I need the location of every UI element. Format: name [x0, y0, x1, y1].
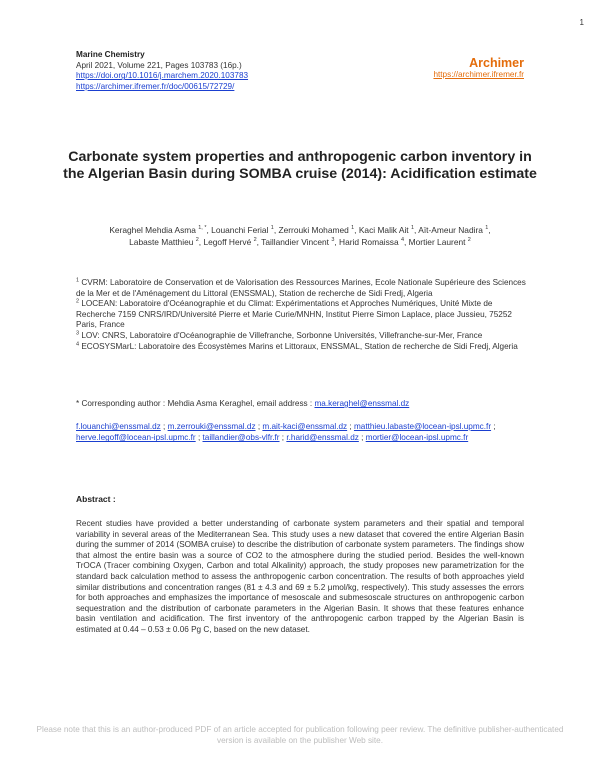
author-name: Labaste Matthieu [129, 237, 196, 248]
affiliation-item [76, 342, 526, 353]
affiliation-number: 1 [76, 277, 80, 284]
coauthor-email-link[interactable]: taillandier@obs-vlfr.fr [202, 433, 280, 443]
affiliations [76, 278, 526, 352]
corresponding-author [76, 399, 536, 410]
archimer-brand: Archimer [469, 56, 524, 70]
author-list: Keraghel Mehdia Asma $^{1, *}$, Louanchi Ferial $^1$, Zerrouki Mohamed $^1$, Kaci Malik Ait $^1$, Aït-Ameur Nadira $^1$, Labaste Matthieu $^2$, Legoff Hervé $^2$, Taillandier Vincent $^3$, Harid Romaissa $^4$, Mortier Laurent $^2$ [109, 225, 491, 248]
coauthor-email-link[interactable]: mortier@locean-ipsl.upmc.fr [365, 433, 469, 443]
author-name: Legoff Hervé [203, 237, 254, 248]
affiliation-number: 3 [76, 330, 80, 337]
coauthor-emails: f.louanchi@enssmal.dz ; m.zerrouki@enssmal.dz ; m.ait-kaci@enssmal.dz ; matthieu.labaste@locean-ipsl.upmc.fr ; herve.legoff@locean-ipsl.upmc.fr ; taillandier@obs-vlfr.fr ; r.harid@enssmal.dz ; mortier@locean-ipsl.upmc.fr [76, 422, 496, 443]
abstract-text: Recent studies have provided a better understanding of carbonate system parameters and their spatial and temporal variability in several areas of the Mediterranean Sea. This study uses a new dataset that covered the entire Algerian Basin during the summer of 2014 (SOMBA cruise) to describe the distribution of carbonate system parameters. The findings show that almost the entire basin was a source of CO2 to the atmosphere during the studied period. Besides the well-known TrOCA (Tracer combining Oxygen, Carbon and total Alkalinity) approach, the study proposes new parametrization for the standard back calculation method to assess the anthropogenic carbon concentration. The results of both approaches yield similar distributions and concentration ranges (81 ± 4.3 and 69 ± 5.2 μmol/kg, respectively). This study assesses the errors for both approaches and emphasizes the importance of mesoscale and submesoscale structures on anthropogenic carbon sequestration and the distribution of carbonate parameters in the Algerian Basin. It shows that these features enhance basin ventilation and acidification. The first inventory of the anthropogenic carbon trapped by the Algerian Basin is estimated at 0.44 – 0.53 ± 0.06 Pg C, based on the new dataset. [76, 519, 524, 634]
author-name: Louanchi Ferial [211, 225, 271, 235]
affiliation-item [76, 278, 526, 299]
affiliation-number: 4 [76, 340, 80, 347]
coauthor-email-link[interactable]: matthieu.labaste@locean-ipsl.upmc.fr [353, 422, 492, 431]
author-affiliation-marker: 2 [253, 237, 257, 244]
author-name: Kaci Malik Ait [358, 225, 411, 235]
journal-name: Marine Chemistry [76, 50, 145, 59]
author-affiliation-marker: 2 [195, 237, 199, 244]
journal-citation [76, 50, 376, 92]
archimer-header [433, 56, 524, 79]
affiliation-text: ECOSYSMarL: Laboratoire des Écosystèmes Marins et Littoraux, ENSSMAL, Station de recherche de Sidi Fredj, Algeria [79, 341, 518, 351]
author-name: Aït-Ameur Nadira [418, 225, 486, 235]
coauthor-email-link[interactable]: m.zerrouki@enssmal.dz [167, 422, 256, 431]
coauthor-email-link[interactable]: herve.legoff@locean-ipsl.upmc.fr [76, 433, 196, 443]
footer-note: Please note that this is an author-produced PDF of an article accepted for publication following peer review. The definitive publisher-authenticated version is available on the publisher Web site. [36, 725, 564, 745]
corresponding-author-text: * Corresponding author : Mehdia Asma Keraghel, email address : [76, 399, 315, 408]
author-affiliation-marker: 1 [485, 225, 489, 232]
author-affiliation-marker: 1 [351, 225, 355, 232]
corresponding-email-link[interactable]: ma.keraghel@enssmal.dz [314, 399, 410, 408]
author-affiliation-marker: 4 [400, 237, 405, 244]
page-number: 1 [579, 18, 584, 27]
author-name: Mortier Laurent [408, 237, 468, 248]
abstract-heading: Abstract : [76, 494, 116, 504]
author-affiliation-marker: 3 [331, 237, 335, 244]
author-affiliation-marker: 1, * [198, 225, 207, 232]
paper-title: Carbonate system properties and anthropogenic carbon inventory in the Algerian Basin during SOMBA cruise (2014): Acidification estimate [63, 149, 537, 183]
author-affiliation-marker: 2 [467, 237, 471, 244]
affiliation-text: LOV: CNRS, Laboratoire d'Océanographie de Villefranche, Sorbonne Universités, Villefranche-sur-Mer, France [79, 330, 483, 340]
coauthor-email-link[interactable]: m.ait-kaci@enssmal.dz [262, 422, 348, 431]
archimer-doc-link[interactable]: https://archimer.ifremer.fr/doc/00615/72729/ [76, 81, 235, 91]
author-name: Taillandier Vincent [261, 237, 332, 248]
affiliation-text: CVRM: Laboratoire de Conservation et de Valorisation des Ressources Marines, Ecole Nationale Supérieure des Sciences de la Mer et de l'Aménagement du Littoral (ENSSMAL), Station de recherche de Sidi Fredj, Algeria [76, 278, 526, 298]
affiliation-text: LOCEAN: Laboratoire d'Océanographie et du Climat: Expérimentations et Approches Numériques, Unité Mixte de Recherche 7159 CNRS/IRD/Université Pierre et Marie Curie/MNHN, Institut Pierre Simon Laplace, place Jussieu, 75252 Paris, France [76, 299, 512, 330]
affiliation-item [76, 299, 526, 331]
author-name: Zerrouki Mohamed [278, 225, 352, 235]
coauthor-email-link[interactable]: r.harid@enssmal.dz [286, 433, 359, 443]
affiliation-item [76, 331, 526, 342]
author-affiliation-marker: 1 [270, 225, 274, 232]
author-name: Keraghel Mehdia Asma [109, 225, 199, 235]
doi-link[interactable]: https://doi.org/10.1016/j.marchem.2020.103783 [76, 71, 249, 81]
author-name: Harid Romaissa [339, 237, 401, 248]
coauthor-email-link[interactable]: f.louanchi@enssmal.dz [76, 422, 161, 431]
author-affiliation-marker: 1 [410, 225, 415, 232]
archimer-url-link[interactable]: https://archimer.ifremer.fr [433, 70, 524, 79]
journal-issue: April 2021, Volume 221, Pages 103783 (16p.) [76, 60, 242, 70]
affiliation-number: 2 [76, 298, 80, 305]
